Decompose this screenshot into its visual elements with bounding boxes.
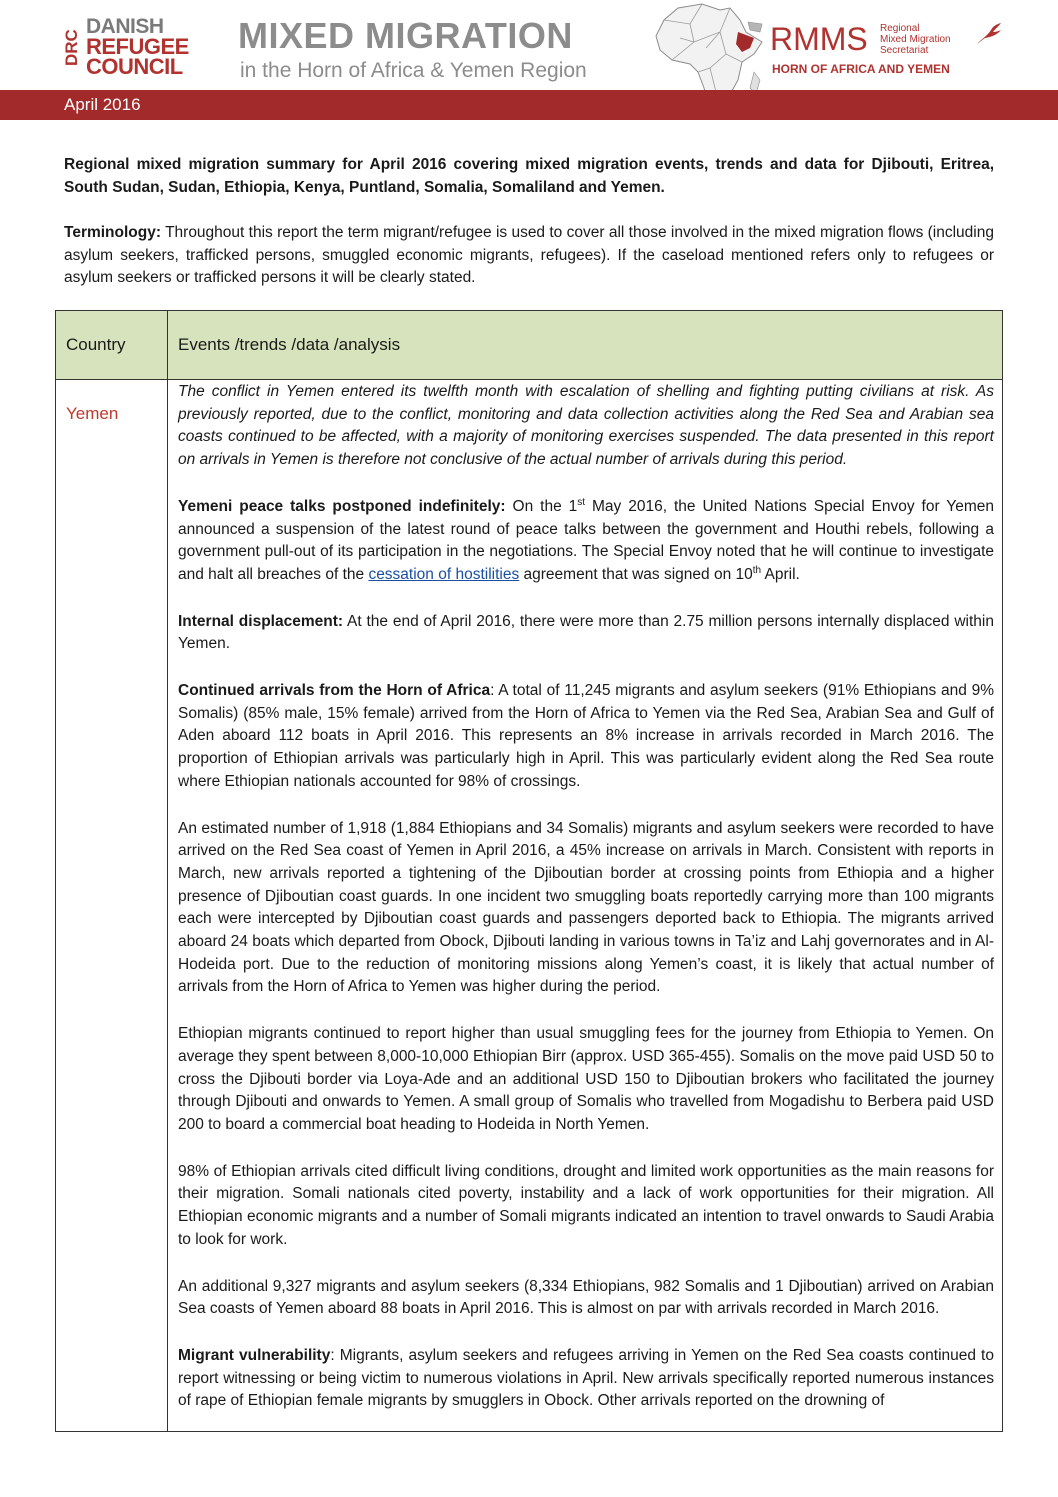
terminology-text: Throughout this report the term migrant/refugee is used to cover all those involved in the mixed migration flows (including asylum seekers, trafficked persons, smuggled economic migrants, refugees). If the caseload mentioned refers only to refugees or asylum seekers or trafficked persons it will be clearly stated. xyxy=(64,224,994,286)
date-bar xyxy=(0,90,1058,120)
peace-talks-sup-1: st xyxy=(577,496,586,508)
terminology-label: Terminology: xyxy=(64,224,162,241)
rmms-fullname-line3: Secretariat xyxy=(880,45,929,56)
paragraph-conflict: The conflict in Yemen entered its twelfth month with escalation of shelling and fighting putting civilians at risk. As previously reported, due to the conflict, monitoring and data collection activities along the Red Sea and Arabian sea coasts continued to be affected, with a majority of monitoring exercises suspended. The data presented in this report on arrivals in Yemen is therefore not conclusive of the actual number of arrivals during this period. xyxy=(178,383,994,469)
drc-logo-line2: REFUGEE xyxy=(86,34,189,59)
internal-displacement-text: At the end of April 2016, there were more than 2.75 million persons internally displaced within Yemen. xyxy=(178,612,994,653)
paragraph-migration-reasons: 98% of Ethiopian arrivals cited difficult living conditions, drought and limited work opportunities as the main reasons for their migration. Somali nationals cited poverty, instability and a lack of work opportunities for their migration. All Ethiopian economic migrants and a number of Somali migrants indicated an intention to travel onwards to Saudi Arabia to look for work. xyxy=(178,1162,994,1248)
rmms-region: HORN OF AFRICA AND YEMEN xyxy=(772,62,950,76)
terminology-note xyxy=(64,222,994,290)
drc-logo-line3: COUNCIL xyxy=(86,54,183,79)
peace-talks-text-3: agreement that was signed on 10 xyxy=(519,565,753,583)
column-header-country: Country xyxy=(66,335,126,354)
cessation-of-hostilities-link[interactable]: cessation of hostilities xyxy=(368,565,520,583)
heading-internal-displacement: Internal displacement: xyxy=(178,612,344,630)
table-header-row xyxy=(56,311,1002,380)
peace-talks-text-2: May 2016, the United Nations Special Envoy for Yemen announced a suspension of the latest round of peace talks between the government and Houthi rebels, following a government pull-out of its participation in the negotiations. The Special Envoy noted that he will continue to investigate and halt all breaches of the xyxy=(178,497,994,583)
heading-peace-talks: Yemeni peace talks postponed indefinitely: xyxy=(178,497,506,515)
paragraph-red-sea-arrivals: An estimated number of 1,918 (1,884 Ethiopians and 34 Somalis) migrants and asylum seekers were recorded to have arrived on the Red Sea coast of Yemen in April 2016, a 45% increase on arrivals in March. Consistent with reports in March, new arrivals reported a tightening of the Djiboutian border at crossing points from Ethiopia and a higher presence of Djiboutian coast guards. In one incident two smuggling boats reportedly carrying more than 100 migrants each were intercepted by Djiboutian coast guards and passengers deported back to Ethiopia. The migrants arrived aboard 24 boats which departed from Obock, Djibouti landing in various towns in Ta’iz and Lahj governorates and in Al-Hodeida port. Due to the reduction of monitoring missions along Yemen’s coast, it is likely that actual number of arrivals from the Horn of Africa to Yemen was higher during the period. xyxy=(178,819,994,996)
events-cell-yemen xyxy=(178,381,994,1432)
events-table xyxy=(55,310,1003,1432)
drc-logo-vertical: DRC xyxy=(62,29,81,67)
paragraph-continued-arrivals xyxy=(178,680,994,794)
intro-summary: Regional mixed migration summary for April 2016 covering mixed migration events, trends and data for Djibouti, Eritrea, South Sudan, Sudan, Ethiopia, Kenya, Puntland, Somalia, Somaliland and Yemen. xyxy=(64,156,994,196)
peace-talks-sup-2: th xyxy=(752,564,762,576)
rmms-fullname xyxy=(880,23,951,56)
report-subtitle: in the Horn of Africa & Yemen Region xyxy=(240,59,587,82)
paragraph-arabian-sea-arrivals: An additional 9,327 migrants and asylum seekers (8,334 Ethiopians, 982 Somalis and 1 Djiboutian) arrived on Arabian Sea coasts of Yemen aboard 88 boats in April 2016. This is almost on par with arrivals recorded in March 2016. xyxy=(178,1277,994,1318)
column-divider xyxy=(167,311,168,1432)
paragraph-internal-displacement xyxy=(178,611,994,656)
continued-arrivals-text: : A total of 11,245 migrants and asylum seekers (91% Ethiopians and 9% Somalis) (85% male, 15% female) arrived from the Horn of Africa to Yemen via the Red Sea, Arabian Sea and Gulf of Aden aboard 112 boats in April 2016. This represents an 8% increase in arrivals recorded in March 2016. The proportion of Ethiopian arrivals was particularly high in April. This was particularly evident along the Red Sea route where Ethiopian nationals accounted for 98% of crossings. xyxy=(178,682,994,790)
country-cell-yemen: Yemen xyxy=(66,404,119,423)
peace-talks-text-1: On the 1 xyxy=(505,497,578,515)
heading-continued-arrivals: Continued arrivals from the Horn of Africa xyxy=(178,682,491,700)
drc-logo-line1: DANISH xyxy=(86,15,164,38)
migrant-vulnerability-text: : Migrants, asylum seekers and refugees arriving in Yemen on the Red Sea coasts continued to report witnessing or being victim to numerous violations in April. New arrivals specifically reported numerous instances of rape of Ethiopian female migrants by smugglers in Obock. Other arrivals reported on the drowning of xyxy=(178,1346,994,1410)
rmms-fullname-line2: Mixed Migration xyxy=(880,34,951,45)
rmms-abbr: RMMS xyxy=(770,21,868,57)
paragraph-smuggling-fees: Ethiopian migrants continued to report higher than usual smuggling fees for the journey from Ethiopia to Yemen. On average they spent between 8,000-10,000 Ethiopian Birr (approx. USD 365-455). Somalis on the move paid USD 50 to cross the Djibouti border via Loya-Ade and an additional USD 150 to Djiboutian brokers who facilitated the journey through Djibouti and onwards to Yemen. A small group of Somalis who travelled from Mogadishu to Berbera paid USD 200 to board a commercial boat heading to Hodeida in North Yemen. xyxy=(178,1025,994,1133)
report-date: April 2016 xyxy=(64,95,141,114)
peace-talks-text-4: April. xyxy=(761,565,800,583)
drc-logo xyxy=(62,14,192,78)
page-header xyxy=(0,0,1058,90)
column-header-events: Events /trends /data /analysis xyxy=(178,335,401,354)
rmms-logo xyxy=(770,20,1010,80)
report-title: MIXED MIGRATION xyxy=(238,15,573,56)
bird-icon xyxy=(973,20,1003,50)
paragraph-migrant-vulnerability xyxy=(178,1345,994,1413)
paragraph-peace-talks xyxy=(178,496,994,587)
rmms-fullname-line1: Regional xyxy=(880,23,920,34)
heading-migrant-vulnerability: Migrant vulnerability xyxy=(178,1346,331,1364)
